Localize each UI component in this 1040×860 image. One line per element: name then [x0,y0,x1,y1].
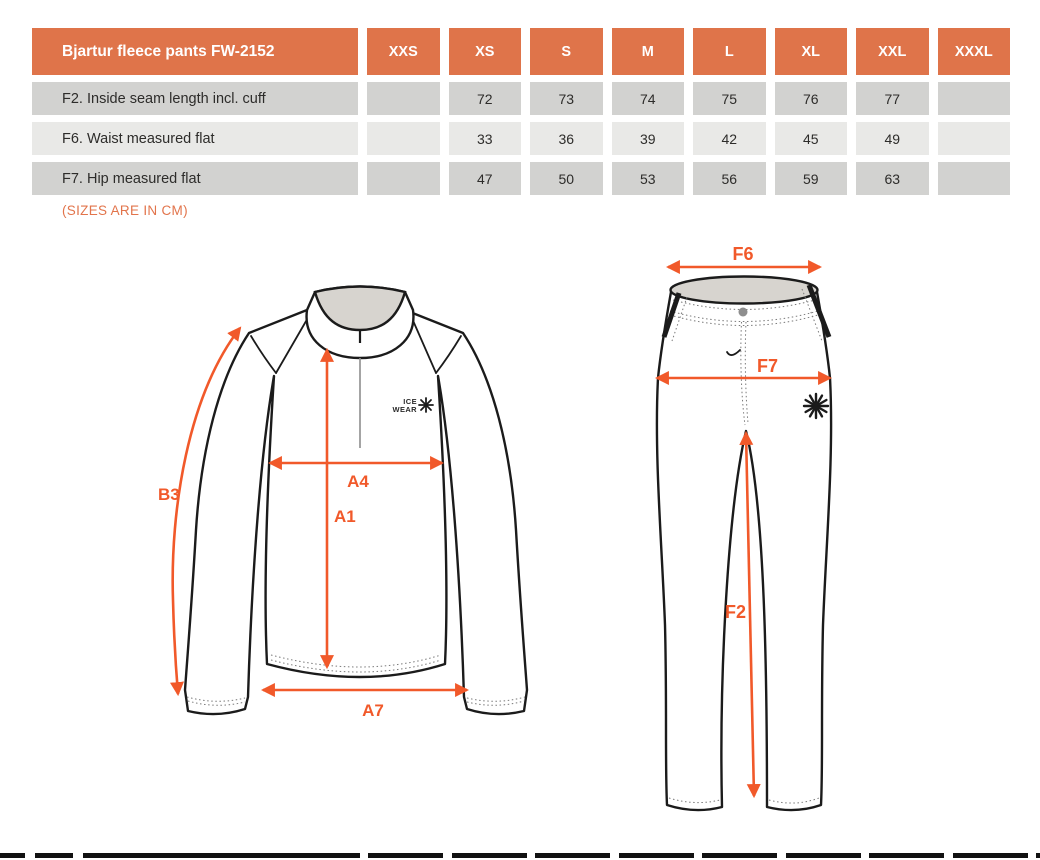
pants-diagram [615,245,955,845]
cell [938,82,1011,115]
cell: 77 [856,82,929,115]
label-A4: A4 [347,472,369,491]
col-header-xs: XS [449,28,522,75]
label-F2: F2 [725,602,747,622]
snowflake-icon [419,398,433,412]
cell [367,122,440,155]
cell [367,162,440,195]
cell: 59 [775,162,848,195]
cell: 47 [449,162,522,195]
cell: 53 [612,162,685,195]
row-label-inseam: F2. Inside seam length incl. cuff [32,82,358,115]
logo-text-ice: ICE [403,397,417,406]
label-A7: A7 [362,701,384,720]
arrow-F2 [746,433,754,796]
label-A1: A1 [334,507,356,526]
cell: 75 [693,82,766,115]
fleece-top-outline [185,310,527,714]
cell: 36 [530,122,603,155]
size-table [32,28,1010,195]
waistband-top [671,277,818,304]
cell [938,162,1011,195]
logo-text-wear: WEAR [392,405,417,414]
label-F6: F6 [732,245,754,264]
cell: 42 [693,122,766,155]
cell: 76 [775,82,848,115]
col-header-xxxl: XXXL [938,28,1011,75]
col-header-m: M [612,28,685,75]
cell: 45 [775,122,848,155]
fleece-top-diagram [145,270,565,750]
cell: 49 [856,122,929,155]
row-label-hip: F7. Hip measured flat [32,162,358,195]
cell: 33 [449,122,522,155]
col-header-l: L [693,28,766,75]
row-label-waist: F6. Waist measured flat [32,122,358,155]
sizes-in-cm-note: (SIZES ARE IN CM) [62,203,188,218]
cell: 72 [449,82,522,115]
col-header-xl: XL [775,28,848,75]
cell [367,82,440,115]
table-title-cell: Bjartur fleece pants FW-2152 [32,28,358,75]
next-table-top-edge [0,853,1040,860]
cell: 74 [612,82,685,115]
label-F7: F7 [757,356,779,376]
cell: 39 [612,122,685,155]
col-header-xxs: XXS [367,28,440,75]
col-header-s: S [530,28,603,75]
waist-button [739,308,748,317]
cell: 73 [530,82,603,115]
label-B3: B3 [158,485,180,504]
col-header-xxl: XXL [856,28,929,75]
cell: 56 [693,162,766,195]
cell [938,122,1011,155]
cell: 63 [856,162,929,195]
cell: 50 [530,162,603,195]
pants-outline [657,292,831,810]
